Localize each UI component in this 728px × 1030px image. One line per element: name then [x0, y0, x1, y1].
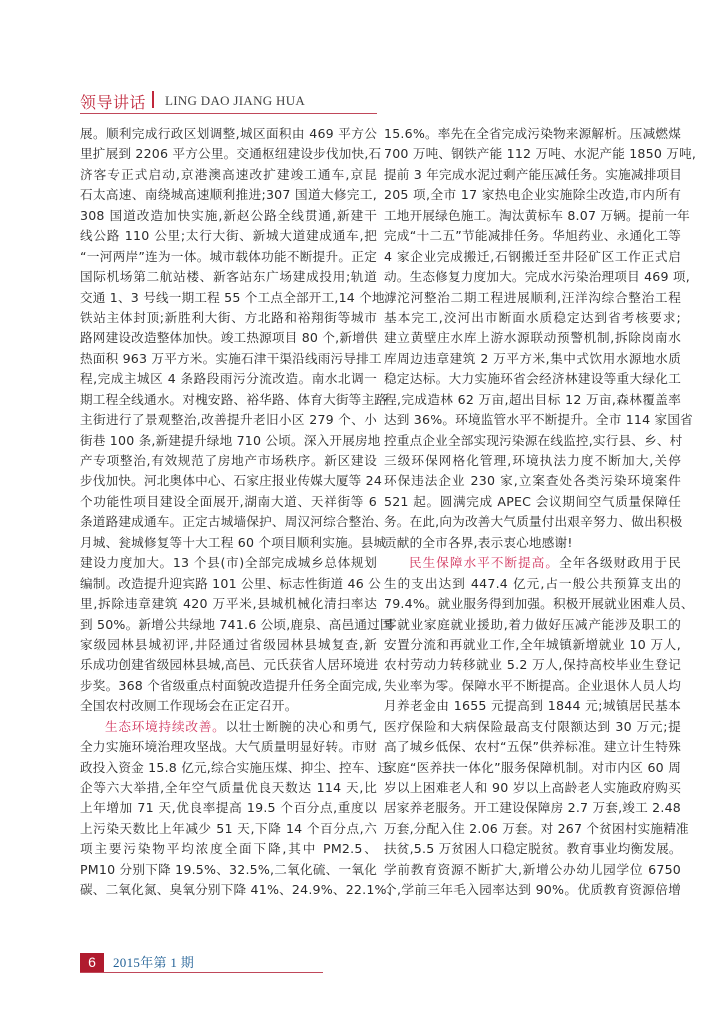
line-text: 主街进行了景观整治,改善提升老旧小区 279 个、小	[80, 412, 377, 428]
text-line	[384, 431, 681, 451]
text-line	[384, 717, 681, 737]
line-text: 万套,分配入住 2.06 万套。对 267 个贫困村实施精准	[384, 820, 689, 836]
text-line	[384, 737, 681, 757]
line-text: 项主要污染物平均浓度全面下降,其中 PM2.5、	[80, 841, 377, 857]
line-text: 交通 1、3 号线一期工程 55 个工点全部开工,14 个地	[80, 289, 385, 305]
line-text: 月城、瓮城修复等十大工程 60 个项目顺利实施。县城	[80, 534, 387, 550]
paragraph-heading: 生态环境持续改善。	[105, 718, 226, 734]
line-text: 全国农村改厕工作现场会在正定召开。	[80, 698, 298, 714]
line-text: 205 项,全市 17 家热电企业实施除尘改造,市内所有	[384, 187, 681, 203]
text-line	[80, 471, 383, 491]
text-line	[384, 492, 681, 512]
line-text: 月养老金由 1655 元提高到 1844 元;城镇居民基本	[384, 698, 681, 714]
text-line	[384, 758, 681, 778]
text-line	[80, 696, 377, 716]
text-line	[384, 124, 681, 144]
line-text: 完成“十二五”节能减排任务。华旭药业、永通化工等	[384, 228, 681, 244]
page-number: 6	[80, 953, 104, 972]
text-line	[80, 124, 377, 144]
text-line	[384, 512, 681, 532]
page-footer	[80, 953, 323, 973]
line-text: 三级环保网格化管理,环境执法力度不断加大,关停	[384, 453, 681, 468]
line-text: 学前教育资源不断扩大,新增公办幼儿园学位 6750	[384, 861, 681, 877]
text-line	[384, 798, 681, 818]
text-line	[384, 308, 681, 328]
line-text: 居家养老服务。开工建设保障房 2.7 万套,竣工 2.48	[384, 800, 681, 816]
line-text: 国际机场第二航站楼、新客站东广场建成投用;轨道	[80, 269, 377, 285]
line-text: 济客专正式启动,京港澳高速改扩建竣工通车,京昆	[80, 166, 377, 182]
line-text: 控重点企业全部实现污染源在线监控,实行县、乡、村	[384, 432, 683, 448]
line-text: 个功能性项目建设全面展开,湖南大道、天祥街等 6	[80, 493, 377, 509]
line-text: 乐成功创建省级园林县城,高邑、元氏获省人居环境进	[80, 657, 379, 673]
line-text: 提前 3 年完成水泥过剩产能压减任务。实施减排项目	[384, 166, 683, 182]
text-line	[80, 267, 377, 287]
line-text: 高了城乡低保、农村“五保”供养标准。建立计生特殊	[384, 739, 681, 755]
text-line	[384, 839, 681, 859]
text-line	[80, 308, 377, 328]
text-line	[384, 655, 681, 675]
text-line	[80, 369, 377, 389]
text-line	[80, 880, 400, 900]
text-line	[384, 676, 681, 696]
text-line	[80, 451, 377, 471]
text-line	[80, 226, 377, 246]
text-line	[80, 778, 377, 798]
line-text: 街巷 100 条,新建提升绿地 710 公顷。深入开展房地	[80, 432, 381, 448]
text-line	[80, 533, 387, 553]
line-text: 企等六大举措,全年空气质量优良天数达 114 天,比	[80, 780, 377, 795]
line-text: 碳、二氧化氮、臭氧分别下降 41%、24.9%、22.1%、	[80, 882, 400, 898]
line-text: 家庭“医养扶一体化”服务保障机制。对市内区 60 周	[384, 759, 681, 775]
text-line	[80, 594, 377, 614]
text-line	[80, 635, 377, 655]
line-text: 建设力度加大。13 个县(市)全部完成城乡总体规划	[80, 555, 377, 571]
line-text: 路网建设改造整体加快。竣工热源项目 80 个,新增供	[80, 330, 378, 346]
text-line	[80, 737, 377, 757]
line-text: 15.6%。率先在全省完成污染物来源解析。压减燃煤	[384, 126, 681, 141]
text-line	[384, 185, 681, 205]
line-text: 全年各级财政用于民	[559, 555, 681, 571]
text-line	[80, 349, 382, 369]
line-text: 521 起。圆满完成 APEC 会议期间空气质量保障任	[384, 493, 681, 509]
section-title-cn: 领导讲话	[80, 93, 147, 112]
text-line	[80, 144, 382, 164]
line-text: 步奖。368 个省级重点村面貌改造提升任务全面完成,	[80, 677, 382, 693]
text-line	[80, 615, 393, 635]
line-text: 石太高速、南绕城高速顺利推进;307 国道大修完工,	[80, 187, 377, 203]
line-text: 库周边违章建筑 2 万平方米,集中式饮用水源地水质	[384, 350, 681, 366]
line-text: 产专项整治,有效规范了房地产市场秩序。新区建设	[80, 453, 377, 468]
text-line	[384, 635, 681, 655]
line-text: 全力实施环境治理攻坚战。大气质量明显好转。市财	[80, 739, 377, 755]
text-line	[80, 798, 377, 818]
line-text: 条道路建成通车。正定古城墙保护、周汉河综合整治、	[80, 514, 388, 530]
text-line	[384, 390, 681, 410]
text-line	[80, 206, 377, 226]
line-text: 线公路 110 公里;太行大街、新城大道建成通车,把	[80, 228, 377, 244]
line-text: 79.4%。就业服务得到加强。积极开展就业困难人员、	[384, 596, 694, 612]
text-line	[384, 247, 681, 267]
text-line	[80, 165, 377, 185]
text-line	[80, 717, 377, 737]
text-line	[80, 655, 377, 675]
text-line	[80, 288, 385, 308]
text-line	[80, 676, 382, 696]
text-line	[80, 860, 377, 880]
line-text: PM10 分别下降 19.5%、32.5%,二氧化硫、一氧化	[80, 861, 377, 877]
text-line	[80, 185, 377, 205]
text-line	[384, 165, 681, 185]
line-text: 308 国道改造加快实施,新赵公路全线贯通,新建干	[80, 207, 377, 223]
text-line	[384, 369, 681, 389]
line-text: 工地开展绿色施工。淘汰黄标车 8.07 万辆。提前一年	[384, 207, 690, 223]
line-text: 上年增加 71 天,优良率提高 19.5 个百分点,重度以	[80, 800, 377, 816]
text-line	[384, 410, 693, 430]
issue-label: 2015年第 1 期	[113, 955, 194, 970]
text-line	[384, 533, 681, 553]
left-column	[80, 124, 400, 901]
line-text: 建立黄壁庄水库上游水源联动预警机制,拆除岗南水	[384, 330, 681, 346]
text-line	[384, 451, 681, 471]
line-text: 个,学前三年毛入园率达到 90%。优质教育资源倍增	[384, 882, 681, 898]
text-line	[384, 288, 681, 308]
text-line	[80, 390, 388, 410]
line-text: 稳定达标。大力实施环省会经济林建设等重大绿化工	[384, 371, 681, 387]
text-line	[384, 615, 681, 635]
text-line	[384, 880, 681, 900]
line-text: 岁以上困难老人和 90 岁以上高龄老人实施政府购买	[384, 780, 681, 795]
text-line	[80, 512, 388, 532]
text-line	[384, 553, 681, 573]
line-text: 步伐加快。河北奥体中心、石家庄报业传媒大厦等 24	[80, 473, 383, 489]
line-text: 家级园林县城初评,井陉通过省级园林县城复查,新	[80, 636, 377, 652]
text-line	[384, 778, 681, 798]
text-line	[384, 328, 681, 348]
line-text: 展。顺利完成行政区划调整,城区面积由 469 平方公	[80, 126, 377, 141]
line-text: 基本完工,洨河出市断面水质稳定达到省考核要求;	[384, 309, 681, 325]
paragraph-heading: 民生保障水平不断提高。	[409, 555, 560, 571]
line-text: 上污染天数比上年减少 51 天,下降 14 个百分点,六	[80, 820, 377, 836]
line-text: 程,完成造林 62 万亩,超出目标 12 万亩,森林覆盖率	[384, 391, 681, 407]
right-column	[384, 124, 697, 901]
line-text: 扶贫,5.5 万贫困人口稳定脱贫。教育事业均衡发展。	[384, 841, 682, 857]
line-text: 到 50%。新增公共绿地 741.6 公顷,鹿泉、高邑通过国	[80, 616, 393, 632]
text-line	[384, 206, 690, 226]
line-text: 滹沱河整治二期工程进展顺利,汪洋沟综合整治工程	[384, 289, 681, 305]
line-text: 失业率为零。保障水平不断提高。企业退休人员人均	[384, 677, 681, 693]
text-line	[80, 328, 377, 348]
text-line	[384, 860, 681, 880]
text-line	[80, 247, 377, 267]
line-text: 生的支出达到 447.4 亿元,占一般公共预算支出的	[384, 575, 681, 591]
text-line	[80, 574, 381, 594]
text-line	[384, 144, 697, 164]
line-text: 医疗保险和大病保险最高支付限额达到 30 万元;提	[384, 718, 681, 734]
line-text: 动。生态修复力度加大。完成水污染治理项目 469 项,	[384, 269, 690, 285]
text-line	[80, 553, 377, 573]
line-text: 贡献的全市各界,表示衷心地感谢!	[384, 534, 573, 550]
line-text: 农村劳动力转移就业 5.2 万人,保持高校毕业生登记	[384, 657, 681, 673]
section-header	[80, 89, 377, 114]
line-text: 务。在此,向为改善大气质量付出艰辛努力、做出积极	[384, 514, 683, 530]
line-text: 政投入资金 15.8 亿元,综合实施压煤、抑尘、控车、迁	[80, 759, 391, 775]
line-text: 4 家企业完成搬迁,石钢搬迁至井陉矿区工作正式启	[384, 248, 681, 264]
line-text: 程,完成主城区 4 条路段雨污分流改造。南水北调一	[80, 371, 377, 387]
text-line	[384, 594, 694, 614]
text-line	[384, 471, 681, 491]
section-title-en: LING DAO JIANG HUA	[165, 93, 306, 108]
line-text: 以壮士断腕的决心和勇气,	[225, 718, 377, 734]
text-line	[384, 696, 681, 716]
text-line	[384, 349, 681, 369]
line-text: 热面积 963 万平方米。实施石津干渠沿线雨污导排工	[80, 350, 382, 366]
header-divider	[152, 91, 154, 108]
line-text: 安置分流和再就业工作,全年城镇新增就业 10 万人,	[384, 636, 681, 652]
line-text: 铁站主体封顶;新胜利大街、方北路和裕翔街等城市	[80, 309, 377, 325]
text-line	[80, 492, 377, 512]
text-line	[80, 758, 391, 778]
line-text: 零就业家庭就业援助,着力做好压减产能涉及职工的	[384, 616, 681, 632]
text-line	[80, 431, 381, 451]
text-line	[384, 267, 690, 287]
text-line	[80, 819, 377, 839]
line-text: 编制。改造提升迎宾路 101 公里、标志性街道 46 公	[80, 575, 381, 591]
line-text: 里扩展到 2206 平方公里。交通枢纽建设步伐加快,石	[80, 146, 382, 162]
line-text: 700 万吨、钢铁产能 112 万吨、水泥产能 1850 万吨,	[384, 146, 697, 162]
line-text: 达到 36%。环境监管水平不断提升。全市 114 家国省	[384, 412, 693, 428]
line-text: 环保违法企业 230 家,立案查处各类污染环境案件	[384, 473, 681, 489]
text-line	[384, 226, 681, 246]
text-line	[80, 410, 377, 430]
text-line	[80, 839, 377, 859]
line-text: 期工程全线通水。对槐安路、裕华路、体育大街等主路	[80, 391, 388, 407]
line-text: “一河两岸”连为一体。城市载体功能不断提升。正定	[80, 248, 377, 264]
text-line	[384, 574, 681, 594]
text-line	[384, 819, 689, 839]
line-text: 里,拆除违章建筑 420 万平米,县城机械化清扫率达	[80, 596, 377, 612]
